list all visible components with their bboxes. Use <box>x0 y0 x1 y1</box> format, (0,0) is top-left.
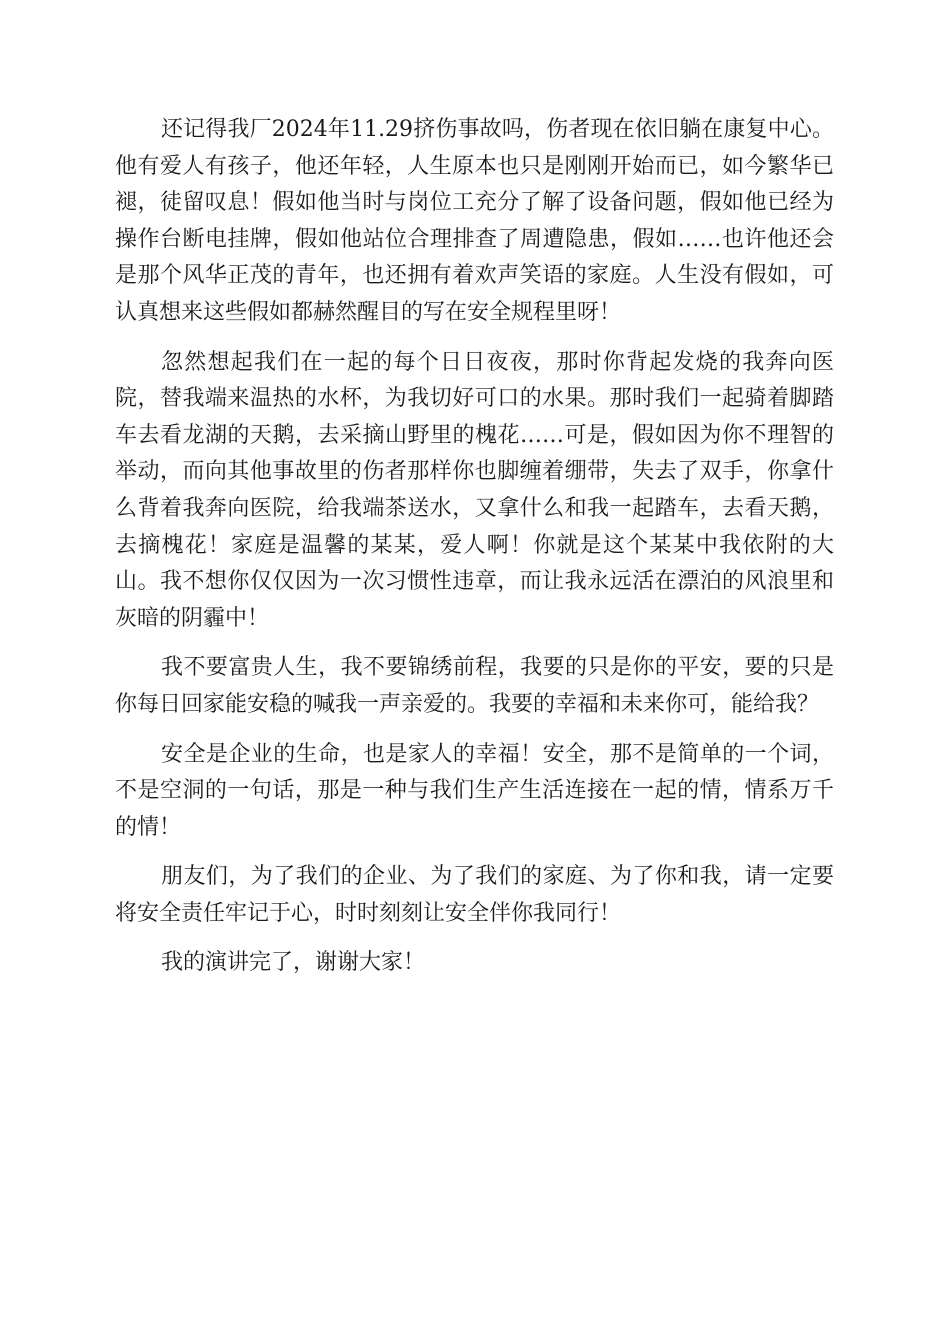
paragraph-closing: 我的演讲完了，谢谢大家！ <box>161 950 426 976</box>
paragraph-memories: 忽然想起我们在一起的每个日日夜夜，那时你背起发烧的我奔向医院，替我端来温热的水杯，为我切好可口的水果。那时我们一起骑着脚踏车去看龙湖的天鹅，去采摘山野里的槐花……可是，假如因为你不理智的举动，而向其他事故里的伤者那样你也脚缠着绷带，失去了双手，你拿什么背着我奔向医院，给我端茶送水，又拿什么和我一起踏车，去看天鹅，去摘槐花！家庭是温馨的某某，爱人啊！你就是这个某某中我依附的大山。我不想你仅仅因为一次习惯性违章，而让我永远活在漂泊的风浪里和灰暗的阴霾中！ <box>115 349 834 631</box>
paragraph-accident-recall: 还记得我厂2024年11.29挤伤事故吗，伤者现在依旧躺在康复中心。他有爱人有孩子，他还年轻，人生原本也只是刚刚开始而已，如今繁华已褪，徒留叹息！假如他当时与岗位工充分了解了设备问题，假如他已经为操作台断电挂牌，假如他站位合理排查了周遭隐患，假如……也许他还会是那个风华正茂的青年，也还拥有着欢声笑语的家庭。人生没有假如，可认真想来这些假如都赫然醒目的写在安全规程里呀！ <box>115 117 834 325</box>
document-page <box>115 112 834 995</box>
paragraph-safety-meaning: 安全是企业的生命，也是家人的幸福！安全，那不是简单的一个词，不是空洞的一句话，那是一种与我们生产生活连接在一起的情，情系万千的情！ <box>115 741 834 840</box>
paragraph-wish-for-safety: 我不要富贵人生，我不要锦绣前程，我要的只是你的平安，要的只是你每日回家能安稳的喊我一声亲爱的。我要的幸福和未来你可，能给我？ <box>115 655 834 717</box>
paragraph-appeal: 朋友们，为了我们的企业、为了我们的家庭、为了你和我，请一定要将安全责任牢记于心，时时刻刻让安全伴你我同行！ <box>115 864 834 926</box>
